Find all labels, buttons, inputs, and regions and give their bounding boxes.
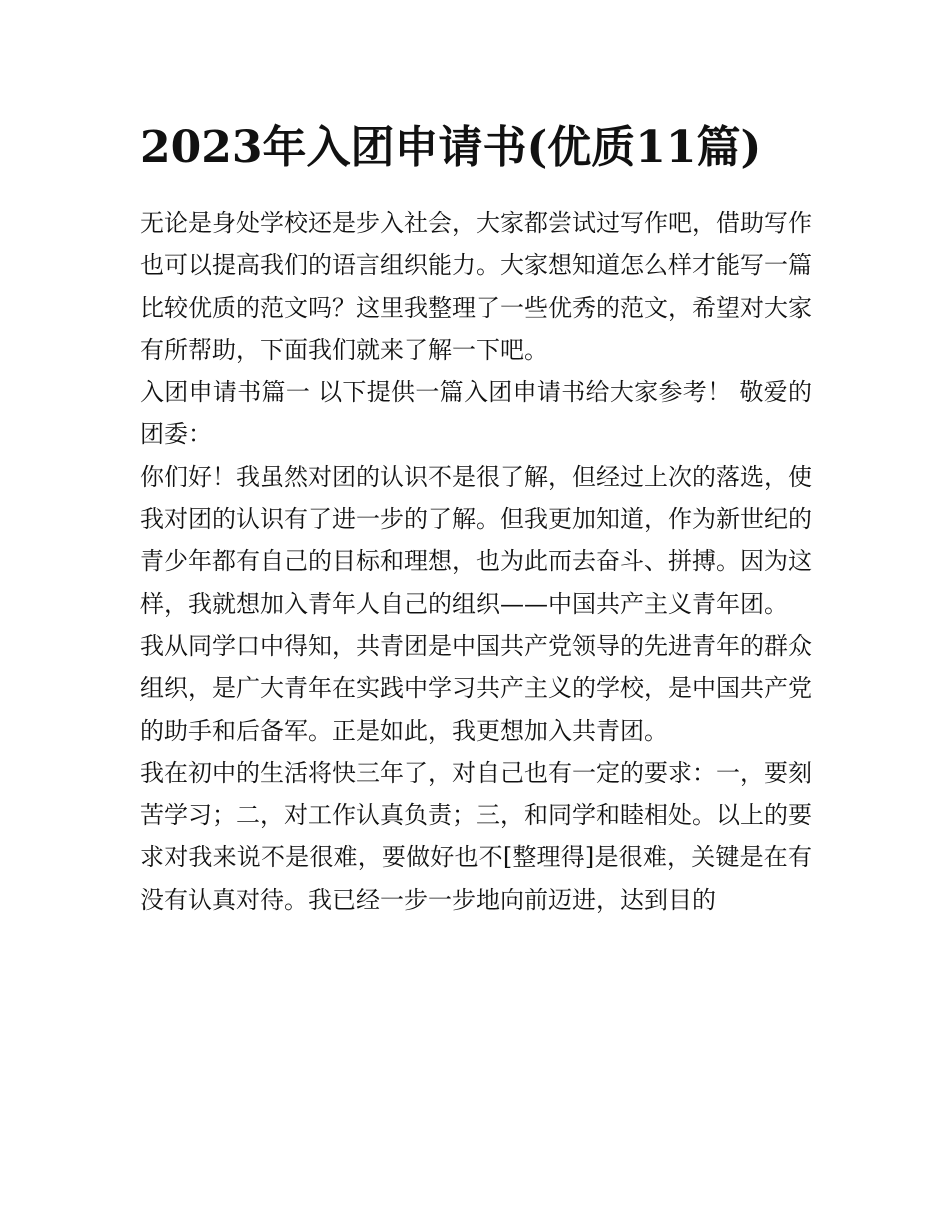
section-heading-paragraph: 入团申请书篇一 以下提供一篇入团申请书给大家参考！ 敬爱的团委：: [140, 378, 812, 449]
body-paragraph: 我在初中的生活将快三年了，对自己也有一定的要求：一，要刻苦学习；二，对工作认真负责；三，和同学和睦相处。以上的要求对我来说不是很难，要做好也不[整理得]是很难，关键是在有没有认真对待。我已经一步一步地向前迈进，达到目的: [140, 758, 812, 914]
intro-paragraph: 无论是身处学校还是步入社会，大家都尝试过写作吧，借助写作也可以提高我们的语言组织能力。大家想知道怎么样才能写一篇比较优质的范文吗？这里我整理了一些优秀的范文，希望对大家有所帮助，下面我们就来了解一下吧。: [140, 209, 812, 364]
document-title: 2023年入团申请书(优质11篇): [140, 122, 762, 173]
document-body: [140, 202, 812, 921]
body-paragraph: 你们好！我虽然对团的认识不是很了解，但经过上次的落选，使我对团的认识有了进一步的了解。但我更加知道，作为新世纪的青少年都有自己的目标和理想，也为此而去奋斗、拼搏。因为这样，我就想加入青年人自己的组织——中国共产主义青年团。: [140, 462, 812, 618]
body-paragraph: 我从同学口中得知，共青团是中国共产党领导的先进青年的群众组织，是广大青年在实践中学习共产主义的学校，是中国共产党的助手和后备军。正是如此，我更想加入共青团。: [140, 631, 812, 745]
